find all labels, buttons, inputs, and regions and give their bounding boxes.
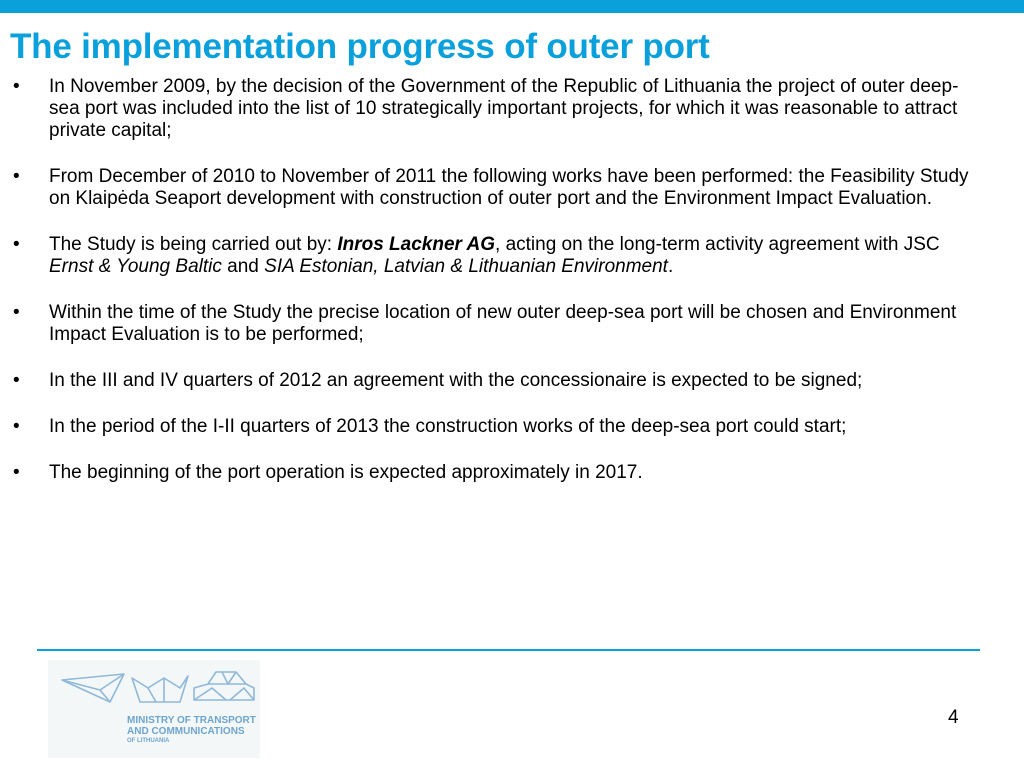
bullet-item-2 <box>0 166 980 210</box>
top-accent-bar <box>0 0 1024 13</box>
contractor-name: Inros Lackner AG <box>337 234 496 255</box>
page-number: 4 <box>948 707 959 728</box>
bullet-text: In the III and IV quarters of 2012 an agreement with the concessionaire is expected to be signed; <box>49 370 863 391</box>
bullet-text: From December of 2010 to November of 2011 the following works have been performed: the Feasibility Study on Klaipėda Seaport development with construction of outer port and the Environment Impact Evaluation. <box>49 166 969 209</box>
bullet-dot: • <box>13 302 20 323</box>
bullet-text-part: , acting on the long-term activity agreement with JSC <box>495 234 940 255</box>
bullet-item-3 <box>0 234 980 278</box>
paper-plane-boat-car-icon <box>60 664 256 712</box>
bullet-dot: • <box>13 370 20 391</box>
footer-divider <box>37 649 980 651</box>
bullet-text-part: . <box>667 256 674 277</box>
bullet-dot: • <box>13 234 20 255</box>
bullet-dot: • <box>13 166 20 187</box>
bullet-dot: • <box>13 462 20 483</box>
ministry-logo <box>48 660 260 758</box>
bullet-item-4 <box>0 302 980 346</box>
bullet-text-part: The Study is being carried out by: <box>49 234 338 255</box>
logo-line: OF LITHUANIA <box>127 738 170 744</box>
bullet-text: The beginning of the port operation is expected approximately in 2017. <box>49 462 643 483</box>
bullet-dot: • <box>13 76 20 97</box>
bullet-item-5 <box>0 370 980 392</box>
bullet-item-1 <box>0 76 980 142</box>
bullet-list <box>0 76 980 508</box>
bullet-text <box>49 234 940 277</box>
logo-line: AND COMMUNICATIONS <box>127 726 245 737</box>
bullet-text: Within the time of the Study the precise location of new outer deep-sea port will be chosen and Environment Impact Evaluation is to be performed; <box>49 302 957 345</box>
partner-name: SIA Estonian, Latvian & Lithuanian Environment <box>264 256 668 277</box>
bullet-text: In November 2009, by the decision of the Government of the Republic of Lithuania the project of outer deep-sea port was included into the list of 10 strategically important projects, for which it was reasonable to attract private capital; <box>49 76 959 141</box>
bullet-item-7 <box>0 462 980 484</box>
bullet-text: In the period of the I-II quarters of 2013 the construction works of the deep-sea port could start; <box>49 416 847 437</box>
slide-title: The implementation progress of outer port <box>10 27 710 66</box>
bullet-item-6 <box>0 416 980 438</box>
logo-line: MINISTRY OF TRANSPORT <box>127 715 256 726</box>
logo-wordmark <box>127 715 256 746</box>
bullet-dot: • <box>13 416 20 437</box>
bullet-text-part: and <box>221 256 265 277</box>
partner-name: Ernst & Young Baltic <box>49 256 222 277</box>
